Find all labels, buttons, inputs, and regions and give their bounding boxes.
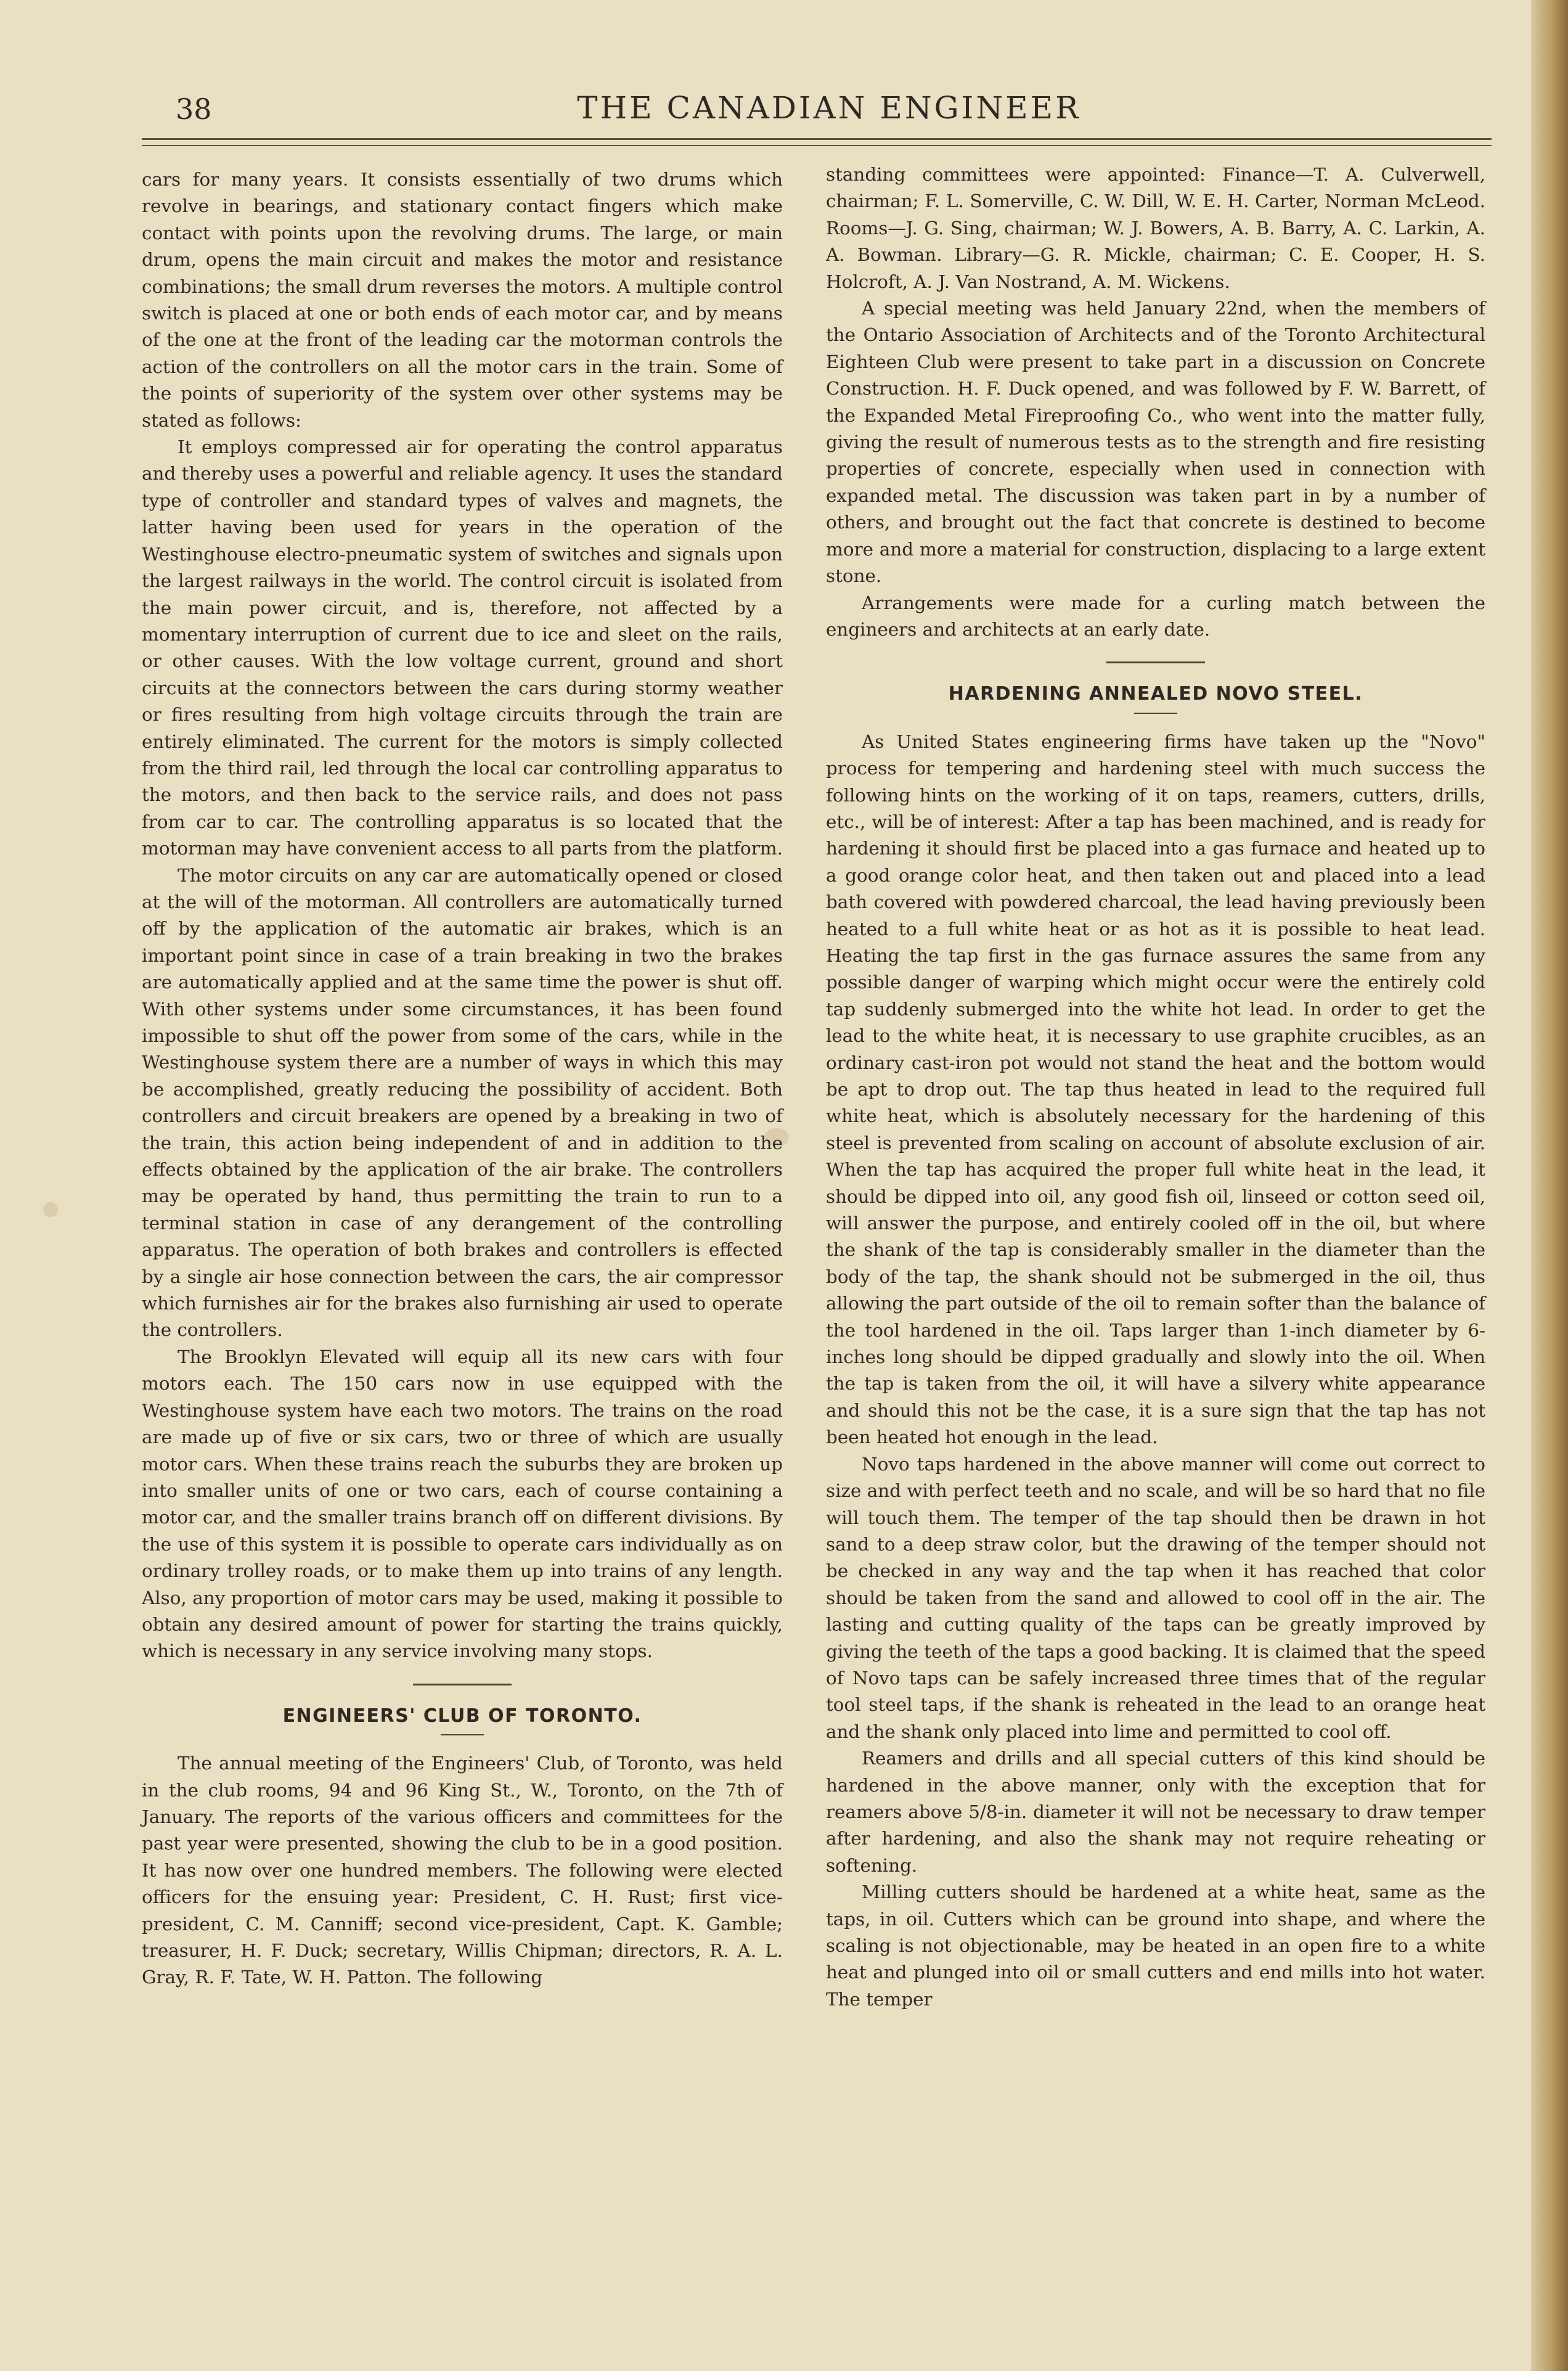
paragraph: The motor circuits on any car are automatically opened or closed at the will of the motorman. All controllers are automatically turned off by the application of the automatic air brakes, which is an important point since in case of a train breaking in two the brakes are automatically applied and at the same time the power is shut off. With other systems under some circumstances, it has been found impossible to shut off the power from some of the cars, while in the Westinghouse system there are a number of ways in which this may be accomplished, greatly reducing the possibility of accident. Both controllers and circuit breakers are opened by a breaking in two of the train, this action being independent of and in addition to the effects obtained by the application of the air brake. The controllers may be operated by hand, thus permitting the train to run to a terminal station in case of any derangement of the controlling apparatus. The operation of both brakes and controllers is effected by a single air hose connection between the cars, the air compressor which furnishes air for the brakes also furnishing air used to operate the controllers.	[142, 864, 783, 1341]
paragraph: A special meeting was held January 22nd, when the members of the Ontario Association of Architects and of the Toronto Architectural Eighteen Club were present to take part in a discussion on Concrete Construction. H. F. Duck opened, and was followed by F. W. Barrett, of the Expanded Metal Fireproofing Co., who went into the matter fully, giving the result of numerous tests as to the strength and fire resisting properties of concrete, especially when used in connection with expanded metal. The discussion was taken part in by a number of others, and brought out the fact that concrete is destined to become more and more a material for construction, displacing to a large extent stone.	[826, 298, 1485, 587]
heading-rule	[441, 1734, 484, 1735]
paragraph: Arrangements were made for a curling match between the engineers and architects at an early date.	[826, 592, 1485, 640]
paragraph: As United States engineering firms have taken up the "Novo" process for tempering and hardening steel with much success the following hints on the working of it on taps, reamers, cutters, drills, etc., will be of interest: After a tap has been machined, and is ready for hardening it should first be placed into a gas furnace and heated up to a good orange color heat, and then taken out and placed into a lead bath covered with powdered charcoal, the lead having previously been heated to a full white heat or as hot as it is possible to heat lead. Heating the tap first in the gas furnace assures the same from any possible danger of warping which might occur were the entirely cold tap suddenly submerged into the white hot lead. In order to get the lead to the white heat, it is necessary to use graphite crucibles, as an ordinary cast-iron pot would not stand the heat and the bottom would be apt to drop out. The tap thus heated in lead to the required full white heat, which is absolutely necessary for the hardening of this steel is prevented from scaling on account of absolute exclusion of air. When the tap has acquired the proper full white heat in the lead, it should be dipped into oil, any good fish oil, linseed or cotton seed oil, will answer the purpose, and entirely cooled off in the oil, but where the shank of the tap is considerably smaller in the diameter than the body of the tap, the shank should not be submerged in the oil, thus allowing the part outside of the oil to remain softer than the balance of the tool hardened in the oil. Taps larger than 1-inch diameter by 6-inches long should be dipped gradually and slowly into the oil. When the tap is taken from the oil, it will have a silvery white appearance and should this not be the case, it is a sure sign that the tap has not been heated hot enough in the lead.	[826, 731, 1485, 1448]
page-number: 38	[176, 92, 212, 126]
paragraph: Milling cutters should be hardened at a white heat, same as the taps, in oil. Cutters which can be ground into shape, and where the scaling is not objectionable, may be heated in an open fire to a white heat and plunged into oil or small cutters and end mills into hot water. The temper	[826, 1882, 1485, 2010]
left-column	[142, 166, 783, 1991]
section-divider	[1106, 661, 1205, 663]
paragraph: It employs compressed air for operating the control apparatus and thereby uses a powerful and reliable agency. It uses the standard type of controller and standard types of valves and magnets, the latter having been used for years in the operation of the Westinghouse electro-pneumatic system of switches and signals upon the largest railways in the world. The control circuit is isolated from the main power circuit, and is, therefore, not affected by a momentary interruption of current due to ice and sleet on the rails, or other causes. With the low voltage current, ground and short circuits at the connectors between the cars during stormy weather or fires resulting from high voltage circuits through the train are entirely eliminated. The current for the motors is simply collected from the third rail, led through the local car controlling apparatus to the motors, and then back to the service rails, and does not pass from car to car. The controlling apparatus is so located that the motorman may have convenient access to all parts from the platform.	[142, 436, 783, 859]
section-heading: ENGINEERS' CLUB OF TORONTO.	[282, 1705, 642, 1727]
paragraph: cars for many years. It consists essentially of two drums which revolve in bearings, and stationary contact fingers which make contact with points upon the revolving drums. The large, or main drum, opens the main circuit and makes the motor and resistance combinations; the small drum reverses the motors. A multiple control switch is placed at one or both ends of each motor car, and by means of the one at the front of the leading car the motorman controls the action of the controllers on all the motor cars in the train. Some of the points of superiority of the system over other systems may be stated as follows:	[142, 169, 783, 431]
header-rule	[142, 138, 1492, 146]
running-head: THE CANADIAN ENGINEER	[577, 90, 1081, 126]
right-column	[826, 162, 1485, 2013]
paragraph: The Brooklyn Elevated will equip all its new cars with four motors each. The 150 cars now in use equipped with the Westinghouse system have each two motors. The trains on the road are made up of five or six cars, two or three of which are usually motor cars. When these trains reach the suburbs they are broken up into smaller units of one or two cars, each of course containing a motor car, and the smaller trains branch off on different divisions. By the use of this system it is possible to operate cars individually as on ordinary trolley roads, or to make them up into trains of any length. Also, any proportion of motor cars may be used, making it possible to obtain any desired amount of power for starting the trains quickly, which is necessary in any service involving many stops.	[142, 1346, 783, 1662]
paper-stain	[43, 1202, 58, 1217]
paragraph: The annual meeting of the Engineers' Club, of Toronto, was held in the club rooms, 94 and 96 King St., W., Toronto, on the 7th of January. The reports of the various officers and committees for the past year were presented, showing the club to be in a good position. It has now over one hundred members. The following were elected officers for the ensuing year: President, C. H. Rust; first vice-president, C. M. Canniff; second vice-president, Capt. K. Gamble; treasurer, H. F. Duck; secretary, Willis Chipman; directors, R. A. L. Gray, R. F. Tate, W. H. Patton. The following	[142, 1753, 783, 1988]
section-divider	[413, 1684, 512, 1685]
page-header	[142, 86, 1516, 136]
section-heading: HARDENING ANNEALED NOVO STEEL.	[948, 683, 1363, 705]
paragraph: standing committees were appointed: Finance—T. A. Culverwell, chairman; F. L. Somerville, C. W. Dill, W. E. H. Carter, Norman McLeod. Rooms—J. G. Sing, chairman; W. J. Bowers, A. B. Barry, A. C. Larkin, A. A. Bowman. Library—G. R. Mickle, chairman; C. E. Cooper, H. S. Holcroft, A. J. Van Nostrand, A. M. Wickens.	[826, 164, 1485, 292]
paragraph: Novo taps hardened in the above manner will come out correct to size and with perfect teeth and no scale, and will be so hard that no file will touch them. The temper of the tap should then be drawn in hot sand to a deep straw color, but the drawing of the temper should not be checked in any way and the tap when it has reached that color should be taken from the sand and allowed to cool off in the air. The lasting and cutting quality of the taps can be greatly improved by giving the teeth of the taps a good backing. It is claimed that the speed of Novo taps can be safely increased three times that of the regular tool steel taps, if the shank is reheated in the lead to an orange heat and the shank only placed into lime and permitted to cool off.	[826, 1453, 1485, 1742]
page-edge-shadow	[1531, 0, 1568, 2371]
paragraph: Reamers and drills and all special cutters of this kind should be hardened in the above manner, only with the exception that for reamers above 5/8-in. diameter it will not be necessary to draw temper after hardening, and also the shank may not require reheating or softening.	[826, 1748, 1485, 1876]
heading-rule	[1134, 713, 1177, 714]
